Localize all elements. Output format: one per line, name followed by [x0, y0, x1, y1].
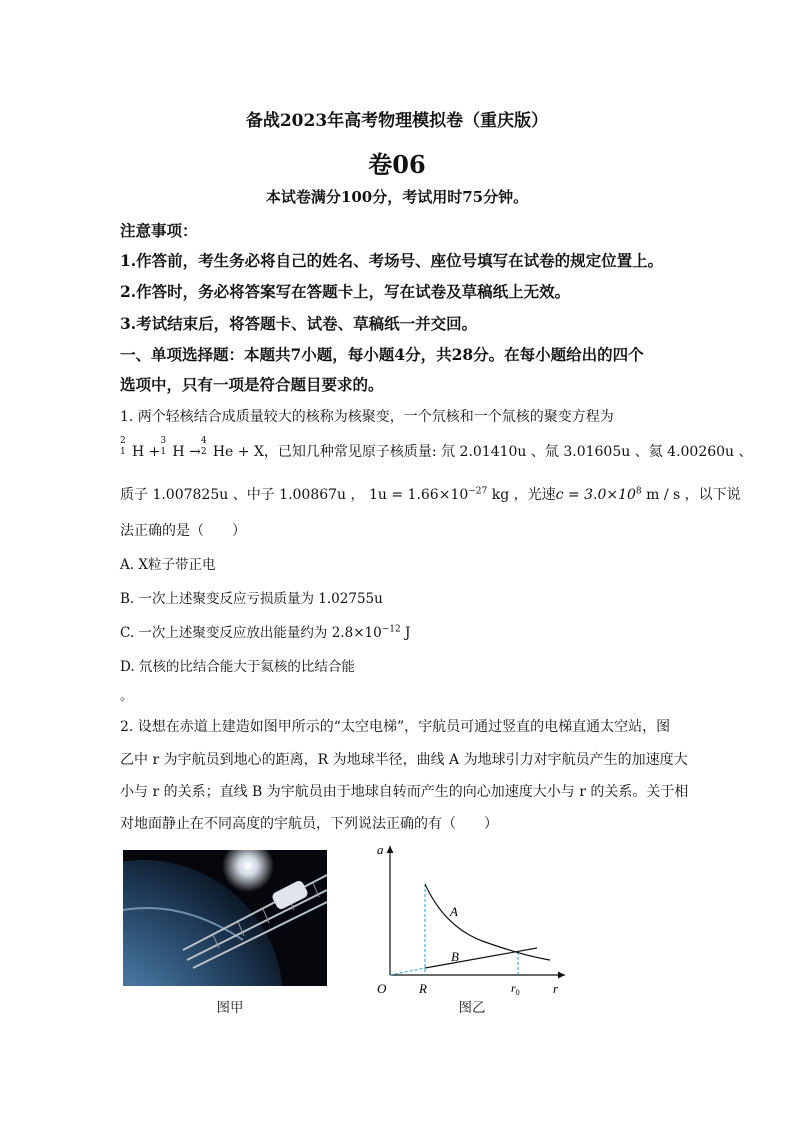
eq-x: X — [253, 444, 264, 460]
y-axis-label: a — [377, 842, 384, 857]
caption-right: 图乙 — [458, 1000, 486, 1016]
q1-option-b: B. 一次上述聚变反应亏损质量为 1.02755u — [120, 591, 383, 607]
eq-he: He — [212, 444, 234, 460]
eq-rest: ，已知几种常见原子核质量: 氘 2.01410u 、氚 3.01605u 、氦 4.00260u 、 — [263, 444, 753, 460]
eq-h2: H — [172, 444, 185, 460]
q2-line-1: 2. 设想在赤道上建造如图甲所示的“太空电梯”，宇航员可通过竖直的电梯直通太空站，图 — [120, 719, 671, 735]
q1-data-line: 质子 1.007825u 、中子 1.00867u ， $1u = 1.66\times 10^{-27}$ kg ，光速$c = 3.0\times 10^8$ m / s ，以下说 — [120, 486, 741, 503]
q1-equation-line: 2 1 H + 3 1 H → 4 2 He + X，已知几种常见原子核质量: 氘 2.01410u 、氚 3.01605u 、氦 4.00260u 、 — [120, 436, 753, 460]
note-item-3: 3.考试结束后，将答题卡、试卷、草稿纸一并交回。 — [120, 314, 478, 333]
section-heading-line2: 选项中，只有一项是符合题目要求的。 — [120, 375, 384, 394]
eq-h1: H — [132, 444, 145, 460]
line-b-label: B — [451, 949, 459, 964]
notes-heading: 注意事项： — [120, 221, 198, 240]
q1-option-a: A. X粒子带正电 — [120, 557, 216, 573]
note-item-2: 2.作答时，务必将答案写在答题卡上，写在试卷及草稿纸上无效。 — [120, 282, 571, 301]
acceleration-graph — [365, 838, 575, 998]
note-item-1: 1.作答前，考生务必将自己的姓名、考场号、座位号填写在试卷的规定位置上。 — [120, 251, 664, 270]
line-b — [425, 948, 537, 968]
tick-r0-label: $r_0$ — [511, 981, 520, 997]
line-b-extension — [390, 968, 425, 975]
q1-stem-end: 法正确的是（ ） — [120, 523, 246, 539]
q1-option-c: C. 一次上述聚变反应放出能量约为 $2.8\times 10^{-12}$ J — [120, 624, 411, 641]
origin-label: O — [377, 981, 387, 996]
section-heading-line1: 一、单项选择题：本题共7小题，每小题4分，共28分。在每小题给出的四个 — [120, 345, 644, 364]
exam-subtitle: 卷06 — [368, 150, 426, 179]
q1-option-d: D. 氘核的比结合能大于氦核的比结合能 — [120, 659, 355, 675]
caption-left: 图甲 — [216, 1000, 244, 1016]
q2-line-2: 乙中 r 为宇航员到地心的距离，R 为地球半径，曲线 A 为地球引力对宇航员产生的加速度大 — [120, 752, 688, 768]
space-elevator-image — [123, 850, 327, 986]
exam-title: 备战2023年高考物理模拟卷（重庆版） — [245, 111, 549, 131]
curve-a-label: A — [450, 904, 458, 919]
tick-r-label: R — [419, 981, 427, 996]
q2-line-4: 对地面静止在不同高度的宇航员，下列说法正确的有（ ） — [120, 816, 498, 832]
stray-period: 。 — [120, 688, 134, 704]
score-info: 本试卷满分100分，考试用时75分钟。 — [265, 188, 529, 206]
q2-line-3: 小与 r 的关系；直线 B 为宇航员由于地球自转而产生的向心加速度大小与 r 的关系。关于相 — [120, 784, 689, 800]
q1-stem-line1: 1. 两个轻核结合成质量较大的核称为核聚变，一个氘核和一个氚核的聚变方程为 — [120, 409, 614, 425]
x-axis-label: r — [553, 981, 559, 996]
